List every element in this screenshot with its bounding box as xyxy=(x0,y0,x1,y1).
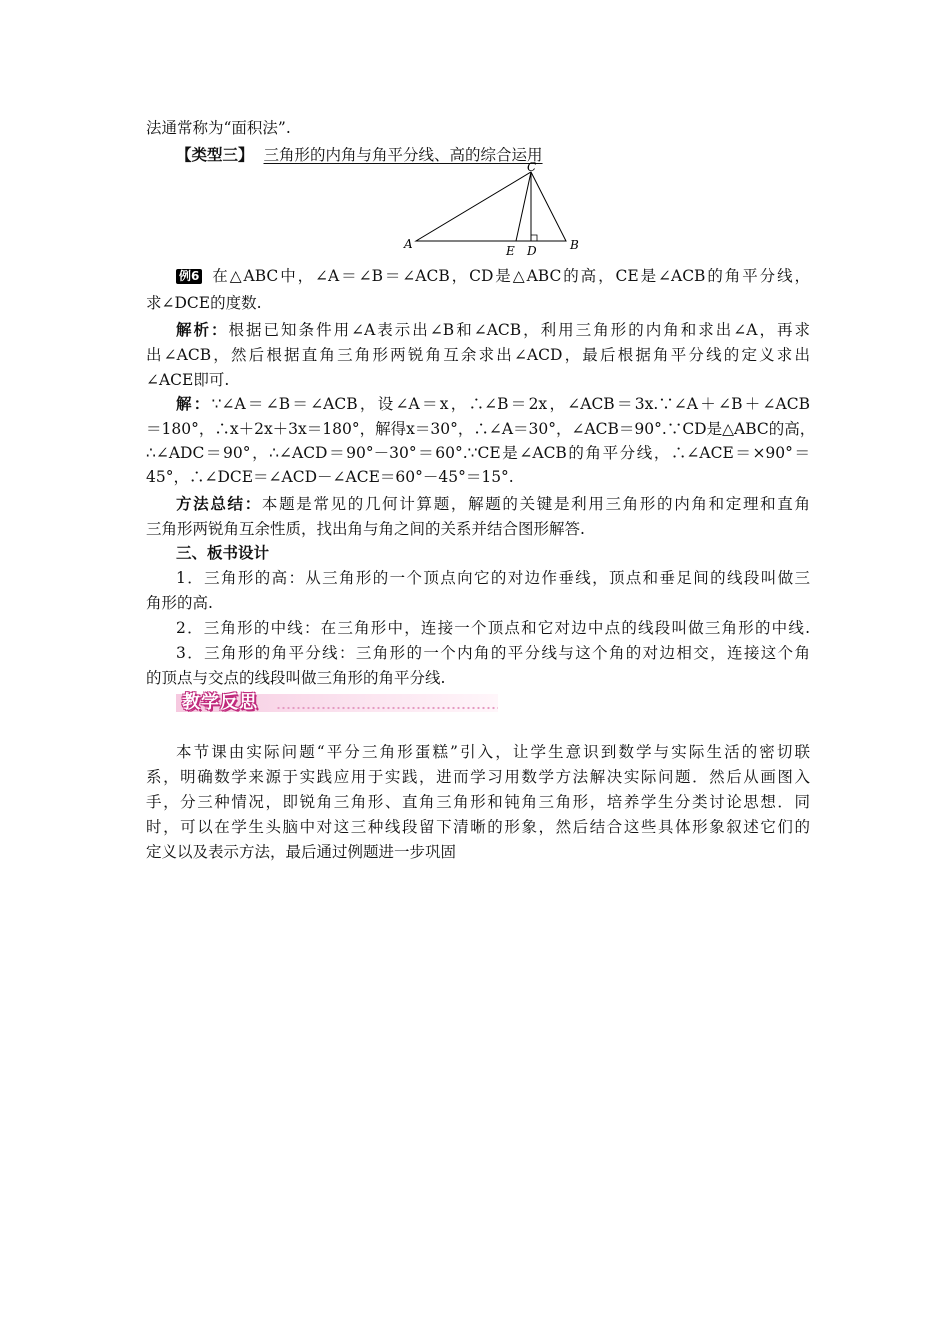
example-line: 例6 在△ABC中，∠A＝∠B＝∠ACB，CD是△ABC的高，CE是∠ACB的角平分线， xyxy=(176,264,810,288)
text-line: 3．三角形的角平分线：三角形的一个内角的平分线与这个角的对边相交，连接这个角 xyxy=(176,644,810,662)
text-line: ＝180°，∴x＋2x＋3x＝180°，解得x＝30°，∴∠A＝30°，∠ACB＝90°.∵CD是△ABC的高， xyxy=(146,420,816,438)
text-line: ∴∠ADC＝90°，∴∠ACD＝90°－30°＝60°.∵CE是∠ACB的角平分线，∴∠ACE＝×90°＝ xyxy=(146,444,810,462)
label-d: D xyxy=(527,244,537,258)
analysis-line: 解析：根据已知条件用∠A表示出∠B和∠ACB，利用三角形的内角和求出∠A，再求 xyxy=(176,320,810,339)
banner-title: 教学反思 xyxy=(182,692,258,713)
analysis-label: 解析： xyxy=(176,320,229,339)
text-line: 时，可以在学生头脑中对这三种线段留下清晰的形象，然后结合这些具体形象叙述它们的 xyxy=(146,818,810,836)
text-line: 三角形两锐角互余性质，找出角与角之间的关系并结合图形解答. xyxy=(146,520,585,538)
label-e: E xyxy=(506,244,515,258)
solution-line: 解：∵∠A＝∠B＝∠ACB，设∠A＝x，∴∠B＝2x，∠ACB＝3x.∵∠A＋∠B＋∠ACB xyxy=(176,394,810,413)
right-angle-mark xyxy=(531,235,537,241)
text-line: 法通常称为“面积法”. xyxy=(146,119,291,137)
text-line: 2．三角形的中线：在三角形中，连接一个顶点和它对边中点的线段叫做三角形的中线. xyxy=(176,619,810,637)
type-label: 【类型三】 xyxy=(176,145,254,164)
text-line: ∠ACE即可. xyxy=(146,371,230,389)
example-tag: 例6 xyxy=(176,269,202,284)
solution-label: 解： xyxy=(176,394,212,413)
reflection-banner xyxy=(176,688,498,714)
triangle-abc xyxy=(416,172,566,241)
text-line: 1．三角形的高：从三角形的一个顶点向它的对边作垂线，顶点和垂足间的线段叫做三 xyxy=(176,569,810,587)
type-title: 三角形的内角与角平分线、高的综合运用 xyxy=(263,146,543,164)
text-line: 本节课由实际问题“平分三角形蛋糕”引入，让学生意识到数学与实际生活的密切联 xyxy=(176,743,810,761)
triangle-figure xyxy=(400,160,590,260)
segment-ce xyxy=(516,172,531,241)
text-line: 出∠ACB，然后根据直角三角形两锐角互余求出∠ACD，最后根据角平分线的定义求出 xyxy=(146,346,810,364)
section-title: 三、板书设计 xyxy=(176,543,270,562)
text-line: 角形的高. xyxy=(146,594,213,612)
label-c: C xyxy=(527,160,537,174)
summary-label: 方法总结： xyxy=(176,494,262,513)
text-line: 的顶点与交点的线段叫做三角形的角平分线. xyxy=(146,669,446,687)
summary-line: 方法总结：本题是常见的几何计算题，解题的关键是利用三角形的内角和定理和直角 xyxy=(176,494,810,513)
text-line: 45°，∴∠DCE＝∠ACD－∠ACE＝60°－45°＝15°. xyxy=(146,468,514,486)
label-b: B xyxy=(570,238,579,252)
text-line: 系，明确数学来源于实践应用于实践，进而学习用数学方法解决实际问题．然后从画图入 xyxy=(146,768,810,786)
label-a: A xyxy=(404,237,413,251)
text-line: 定义以及表示方法，最后通过例题进一步巩固 xyxy=(146,843,457,861)
text-line: 求∠DCE的度数. xyxy=(146,294,262,312)
text-line: 手，分三种情况，即锐角三角形、直角三角形和钝角三角形，培养学生分类讨论思想．同 xyxy=(146,793,810,811)
